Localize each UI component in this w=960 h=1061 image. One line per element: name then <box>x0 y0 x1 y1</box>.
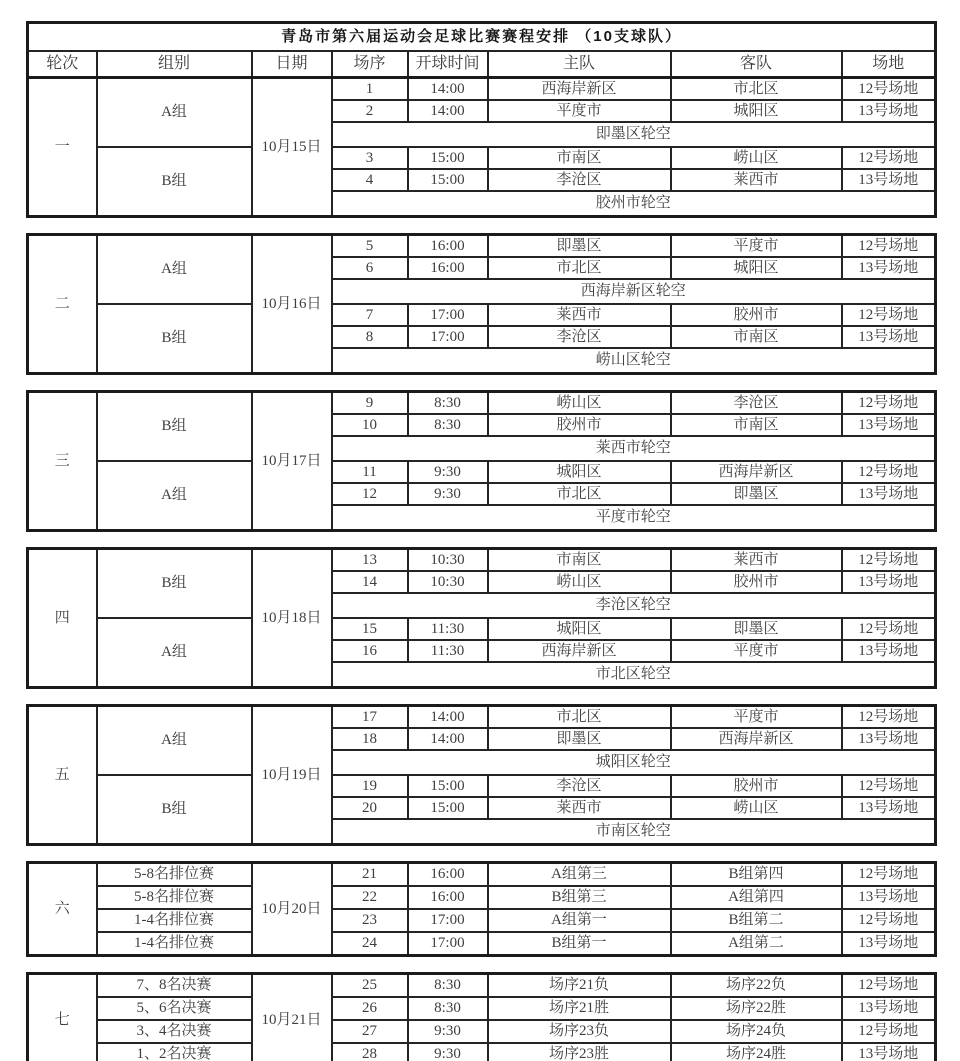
match-row <box>28 392 936 415</box>
venue: 13号场地 <box>842 326 936 348</box>
group-cell: 1-4名排位赛 <box>97 909 252 932</box>
group-cell: A组 <box>97 78 252 148</box>
match-row <box>28 147 936 169</box>
away-team: 市南区 <box>671 326 842 348</box>
kickoff-time: 8:30 <box>408 414 488 436</box>
away-team: 即墨区 <box>671 483 842 505</box>
group-cell: A组 <box>97 235 252 305</box>
round-cell: 三 <box>28 392 97 531</box>
title-row <box>28 23 936 52</box>
match-no: 25 <box>332 974 408 998</box>
match-no: 22 <box>332 886 408 909</box>
match-no: 19 <box>332 775 408 797</box>
match-row <box>28 863 936 887</box>
group-cell: B组 <box>97 147 252 217</box>
match-row <box>28 886 936 909</box>
away-team: 崂山区 <box>671 797 842 819</box>
away-team: 市北区 <box>671 78 842 101</box>
away-team: 城阳区 <box>671 100 842 122</box>
kickoff-time: 17:00 <box>408 932 488 956</box>
round-cell: 四 <box>28 549 97 688</box>
venue: 13号场地 <box>842 483 936 505</box>
home-team: 场序23胜 <box>488 1043 671 1061</box>
home-team: 西海岸新区 <box>488 78 671 101</box>
page-title: 青岛市第六届运动会足球比赛赛程安排 （10支球队） <box>28 23 936 52</box>
venue: 13号场地 <box>842 1043 936 1061</box>
column-header-row <box>28 51 936 78</box>
date-cell: 10月21日 <box>252 974 332 1061</box>
col-header-date: 日期 <box>252 51 332 78</box>
col-header-away: 客队 <box>671 51 842 78</box>
away-team: 即墨区 <box>671 618 842 640</box>
kickoff-time: 14:00 <box>408 728 488 750</box>
round-blocks <box>26 76 960 1061</box>
venue: 13号场地 <box>842 997 936 1020</box>
away-team: 平度市 <box>671 235 842 258</box>
col-header-matchno: 场序 <box>332 51 408 78</box>
home-team: B组第三 <box>488 886 671 909</box>
date-cell: 10月17日 <box>252 392 332 531</box>
away-team: 莱西市 <box>671 169 842 191</box>
kickoff-time: 9:30 <box>408 1020 488 1043</box>
away-team: B组第二 <box>671 909 842 932</box>
kickoff-time: 16:00 <box>408 886 488 909</box>
round-block-7 <box>26 972 937 1061</box>
match-no: 28 <box>332 1043 408 1061</box>
kickoff-time: 17:00 <box>408 909 488 932</box>
kickoff-time: 16:00 <box>408 257 488 279</box>
kickoff-time: 16:00 <box>408 235 488 258</box>
venue: 12号场地 <box>842 235 936 258</box>
away-team: 场序24负 <box>671 1020 842 1043</box>
group-cell: A组 <box>97 706 252 776</box>
match-no: 6 <box>332 257 408 279</box>
kickoff-time: 17:00 <box>408 304 488 326</box>
home-team: 场序21胜 <box>488 997 671 1020</box>
match-row <box>28 78 936 101</box>
kickoff-time: 14:00 <box>408 100 488 122</box>
away-team: 场序24胜 <box>671 1043 842 1061</box>
venue: 12号场地 <box>842 392 936 415</box>
date-cell: 10月20日 <box>252 863 332 956</box>
kickoff-time: 11:30 <box>408 640 488 662</box>
match-no: 27 <box>332 1020 408 1043</box>
bye-cell: 市南区轮空 <box>332 819 936 845</box>
round-cell: 五 <box>28 706 97 845</box>
group-cell: 1-4名排位赛 <box>97 932 252 956</box>
match-no: 23 <box>332 909 408 932</box>
venue: 12号场地 <box>842 147 936 169</box>
home-team: 市北区 <box>488 483 671 505</box>
venue: 12号场地 <box>842 1020 936 1043</box>
match-no: 9 <box>332 392 408 415</box>
match-no: 15 <box>332 618 408 640</box>
date-cell: 10月16日 <box>252 235 332 374</box>
away-team: 西海岸新区 <box>671 728 842 750</box>
date-cell: 10月15日 <box>252 78 332 217</box>
bye-cell: 市北区轮空 <box>332 662 936 688</box>
match-no: 7 <box>332 304 408 326</box>
match-row <box>28 706 936 729</box>
kickoff-time: 11:30 <box>408 618 488 640</box>
venue: 13号场地 <box>842 100 936 122</box>
match-no: 18 <box>332 728 408 750</box>
venue: 12号场地 <box>842 863 936 887</box>
kickoff-time: 15:00 <box>408 147 488 169</box>
match-no: 17 <box>332 706 408 729</box>
bye-cell: 崂山区轮空 <box>332 348 936 374</box>
group-cell: 5、6名决赛 <box>97 997 252 1020</box>
round-cell: 七 <box>28 974 97 1061</box>
venue: 12号场地 <box>842 618 936 640</box>
away-team: 平度市 <box>671 640 842 662</box>
home-team: 李沧区 <box>488 169 671 191</box>
away-team: 西海岸新区 <box>671 461 842 483</box>
home-team: 平度市 <box>488 100 671 122</box>
col-header-group: 组别 <box>97 51 252 78</box>
home-team: 市北区 <box>488 257 671 279</box>
away-team: 胶州市 <box>671 571 842 593</box>
home-team: 崂山区 <box>488 392 671 415</box>
away-team: 平度市 <box>671 706 842 729</box>
round-block-3 <box>26 390 937 532</box>
home-team: 市南区 <box>488 549 671 572</box>
kickoff-time: 16:00 <box>408 863 488 887</box>
bye-cell: 莱西市轮空 <box>332 436 936 461</box>
home-team: 崂山区 <box>488 571 671 593</box>
home-team: 场序21负 <box>488 974 671 998</box>
venue: 12号场地 <box>842 461 936 483</box>
away-team: 市南区 <box>671 414 842 436</box>
group-cell: 7、8名决赛 <box>97 974 252 998</box>
match-row <box>28 304 936 326</box>
match-no: 16 <box>332 640 408 662</box>
kickoff-time: 10:30 <box>408 549 488 572</box>
group-cell: B组 <box>97 549 252 619</box>
kickoff-time: 15:00 <box>408 169 488 191</box>
title-header-table <box>26 21 937 79</box>
home-team: 胶州市 <box>488 414 671 436</box>
kickoff-time: 14:00 <box>408 706 488 729</box>
kickoff-time: 8:30 <box>408 392 488 415</box>
venue: 13号场地 <box>842 797 936 819</box>
kickoff-time: 9:30 <box>408 461 488 483</box>
match-no: 10 <box>332 414 408 436</box>
home-team: 即墨区 <box>488 235 671 258</box>
away-team: 场序22胜 <box>671 997 842 1020</box>
home-team: 市北区 <box>488 706 671 729</box>
venue: 13号场地 <box>842 640 936 662</box>
round-block-6 <box>26 861 937 957</box>
venue: 12号场地 <box>842 549 936 572</box>
round-block-2 <box>26 233 937 375</box>
match-row <box>28 549 936 572</box>
kickoff-time: 15:00 <box>408 797 488 819</box>
match-row <box>28 974 936 998</box>
home-team: 李沧区 <box>488 326 671 348</box>
venue: 13号场地 <box>842 886 936 909</box>
home-team: 即墨区 <box>488 728 671 750</box>
kickoff-time: 8:30 <box>408 997 488 1020</box>
round-cell: 一 <box>28 78 97 217</box>
home-team: 李沧区 <box>488 775 671 797</box>
venue: 12号场地 <box>842 78 936 101</box>
venue: 13号场地 <box>842 257 936 279</box>
round-block-1 <box>26 76 937 218</box>
match-no: 13 <box>332 549 408 572</box>
match-no: 21 <box>332 863 408 887</box>
kickoff-time: 8:30 <box>408 974 488 998</box>
match-row <box>28 909 936 932</box>
col-header-kickoff: 开球时间 <box>408 51 488 78</box>
round-block-5 <box>26 704 937 846</box>
match-row <box>28 235 936 258</box>
away-team: 莱西市 <box>671 549 842 572</box>
venue: 13号场地 <box>842 932 936 956</box>
venue: 12号场地 <box>842 974 936 998</box>
home-team: 城阳区 <box>488 461 671 483</box>
bye-cell: 城阳区轮空 <box>332 750 936 775</box>
kickoff-time: 9:30 <box>408 483 488 505</box>
kickoff-time: 10:30 <box>408 571 488 593</box>
away-team: 城阳区 <box>671 257 842 279</box>
away-team: 李沧区 <box>671 392 842 415</box>
away-team: 胶州市 <box>671 304 842 326</box>
kickoff-time: 15:00 <box>408 775 488 797</box>
round-cell: 二 <box>28 235 97 374</box>
round-block-4 <box>26 547 937 689</box>
away-team: B组第四 <box>671 863 842 887</box>
col-header-venue: 场地 <box>842 51 936 78</box>
bye-cell: 即墨区轮空 <box>332 122 936 147</box>
kickoff-time: 17:00 <box>408 326 488 348</box>
away-team: A组第四 <box>671 886 842 909</box>
home-team: 莱西市 <box>488 304 671 326</box>
away-team: 崂山区 <box>671 147 842 169</box>
round-cell: 六 <box>28 863 97 956</box>
home-team: 场序23负 <box>488 1020 671 1043</box>
venue: 13号场地 <box>842 414 936 436</box>
match-row <box>28 997 936 1020</box>
match-no: 20 <box>332 797 408 819</box>
match-row <box>28 1020 936 1043</box>
match-no: 3 <box>332 147 408 169</box>
venue: 13号场地 <box>842 571 936 593</box>
match-no: 26 <box>332 997 408 1020</box>
venue: 12号场地 <box>842 775 936 797</box>
venue: 12号场地 <box>842 909 936 932</box>
home-team: 市南区 <box>488 147 671 169</box>
home-team: A组第三 <box>488 863 671 887</box>
match-row <box>28 932 936 956</box>
group-cell: A组 <box>97 618 252 688</box>
match-no: 11 <box>332 461 408 483</box>
date-cell: 10月18日 <box>252 549 332 688</box>
match-no: 2 <box>332 100 408 122</box>
match-row <box>28 461 936 483</box>
date-cell: 10月19日 <box>252 706 332 845</box>
bye-cell: 李沧区轮空 <box>332 593 936 618</box>
match-no: 4 <box>332 169 408 191</box>
away-team: 胶州市 <box>671 775 842 797</box>
match-no: 8 <box>332 326 408 348</box>
match-no: 14 <box>332 571 408 593</box>
col-header-home: 主队 <box>488 51 671 78</box>
bye-cell: 平度市轮空 <box>332 505 936 531</box>
bye-cell: 西海岸新区轮空 <box>332 279 936 304</box>
col-header-round: 轮次 <box>28 51 97 78</box>
group-cell: B组 <box>97 392 252 462</box>
group-cell: 3、4名决赛 <box>97 1020 252 1043</box>
group-cell: B组 <box>97 304 252 374</box>
venue: 12号场地 <box>842 706 936 729</box>
group-cell: 5-8名排位赛 <box>97 886 252 909</box>
group-cell: 5-8名排位赛 <box>97 863 252 887</box>
match-no: 5 <box>332 235 408 258</box>
match-no: 24 <box>332 932 408 956</box>
venue: 13号场地 <box>842 728 936 750</box>
home-team: A组第一 <box>488 909 671 932</box>
kickoff-time: 9:30 <box>408 1043 488 1061</box>
home-team: 莱西市 <box>488 797 671 819</box>
away-team: A组第二 <box>671 932 842 956</box>
home-team: 城阳区 <box>488 618 671 640</box>
match-no: 1 <box>332 78 408 101</box>
match-row <box>28 1043 936 1061</box>
venue: 13号场地 <box>842 169 936 191</box>
bye-cell: 胶州市轮空 <box>332 191 936 217</box>
match-no: 12 <box>332 483 408 505</box>
group-cell: A组 <box>97 461 252 531</box>
home-team: 西海岸新区 <box>488 640 671 662</box>
home-team: B组第一 <box>488 932 671 956</box>
away-team: 场序22负 <box>671 974 842 998</box>
kickoff-time: 14:00 <box>408 78 488 101</box>
match-row <box>28 775 936 797</box>
match-row <box>28 618 936 640</box>
group-cell: B组 <box>97 775 252 845</box>
venue: 12号场地 <box>842 304 936 326</box>
group-cell: 1、2名决赛 <box>97 1043 252 1061</box>
